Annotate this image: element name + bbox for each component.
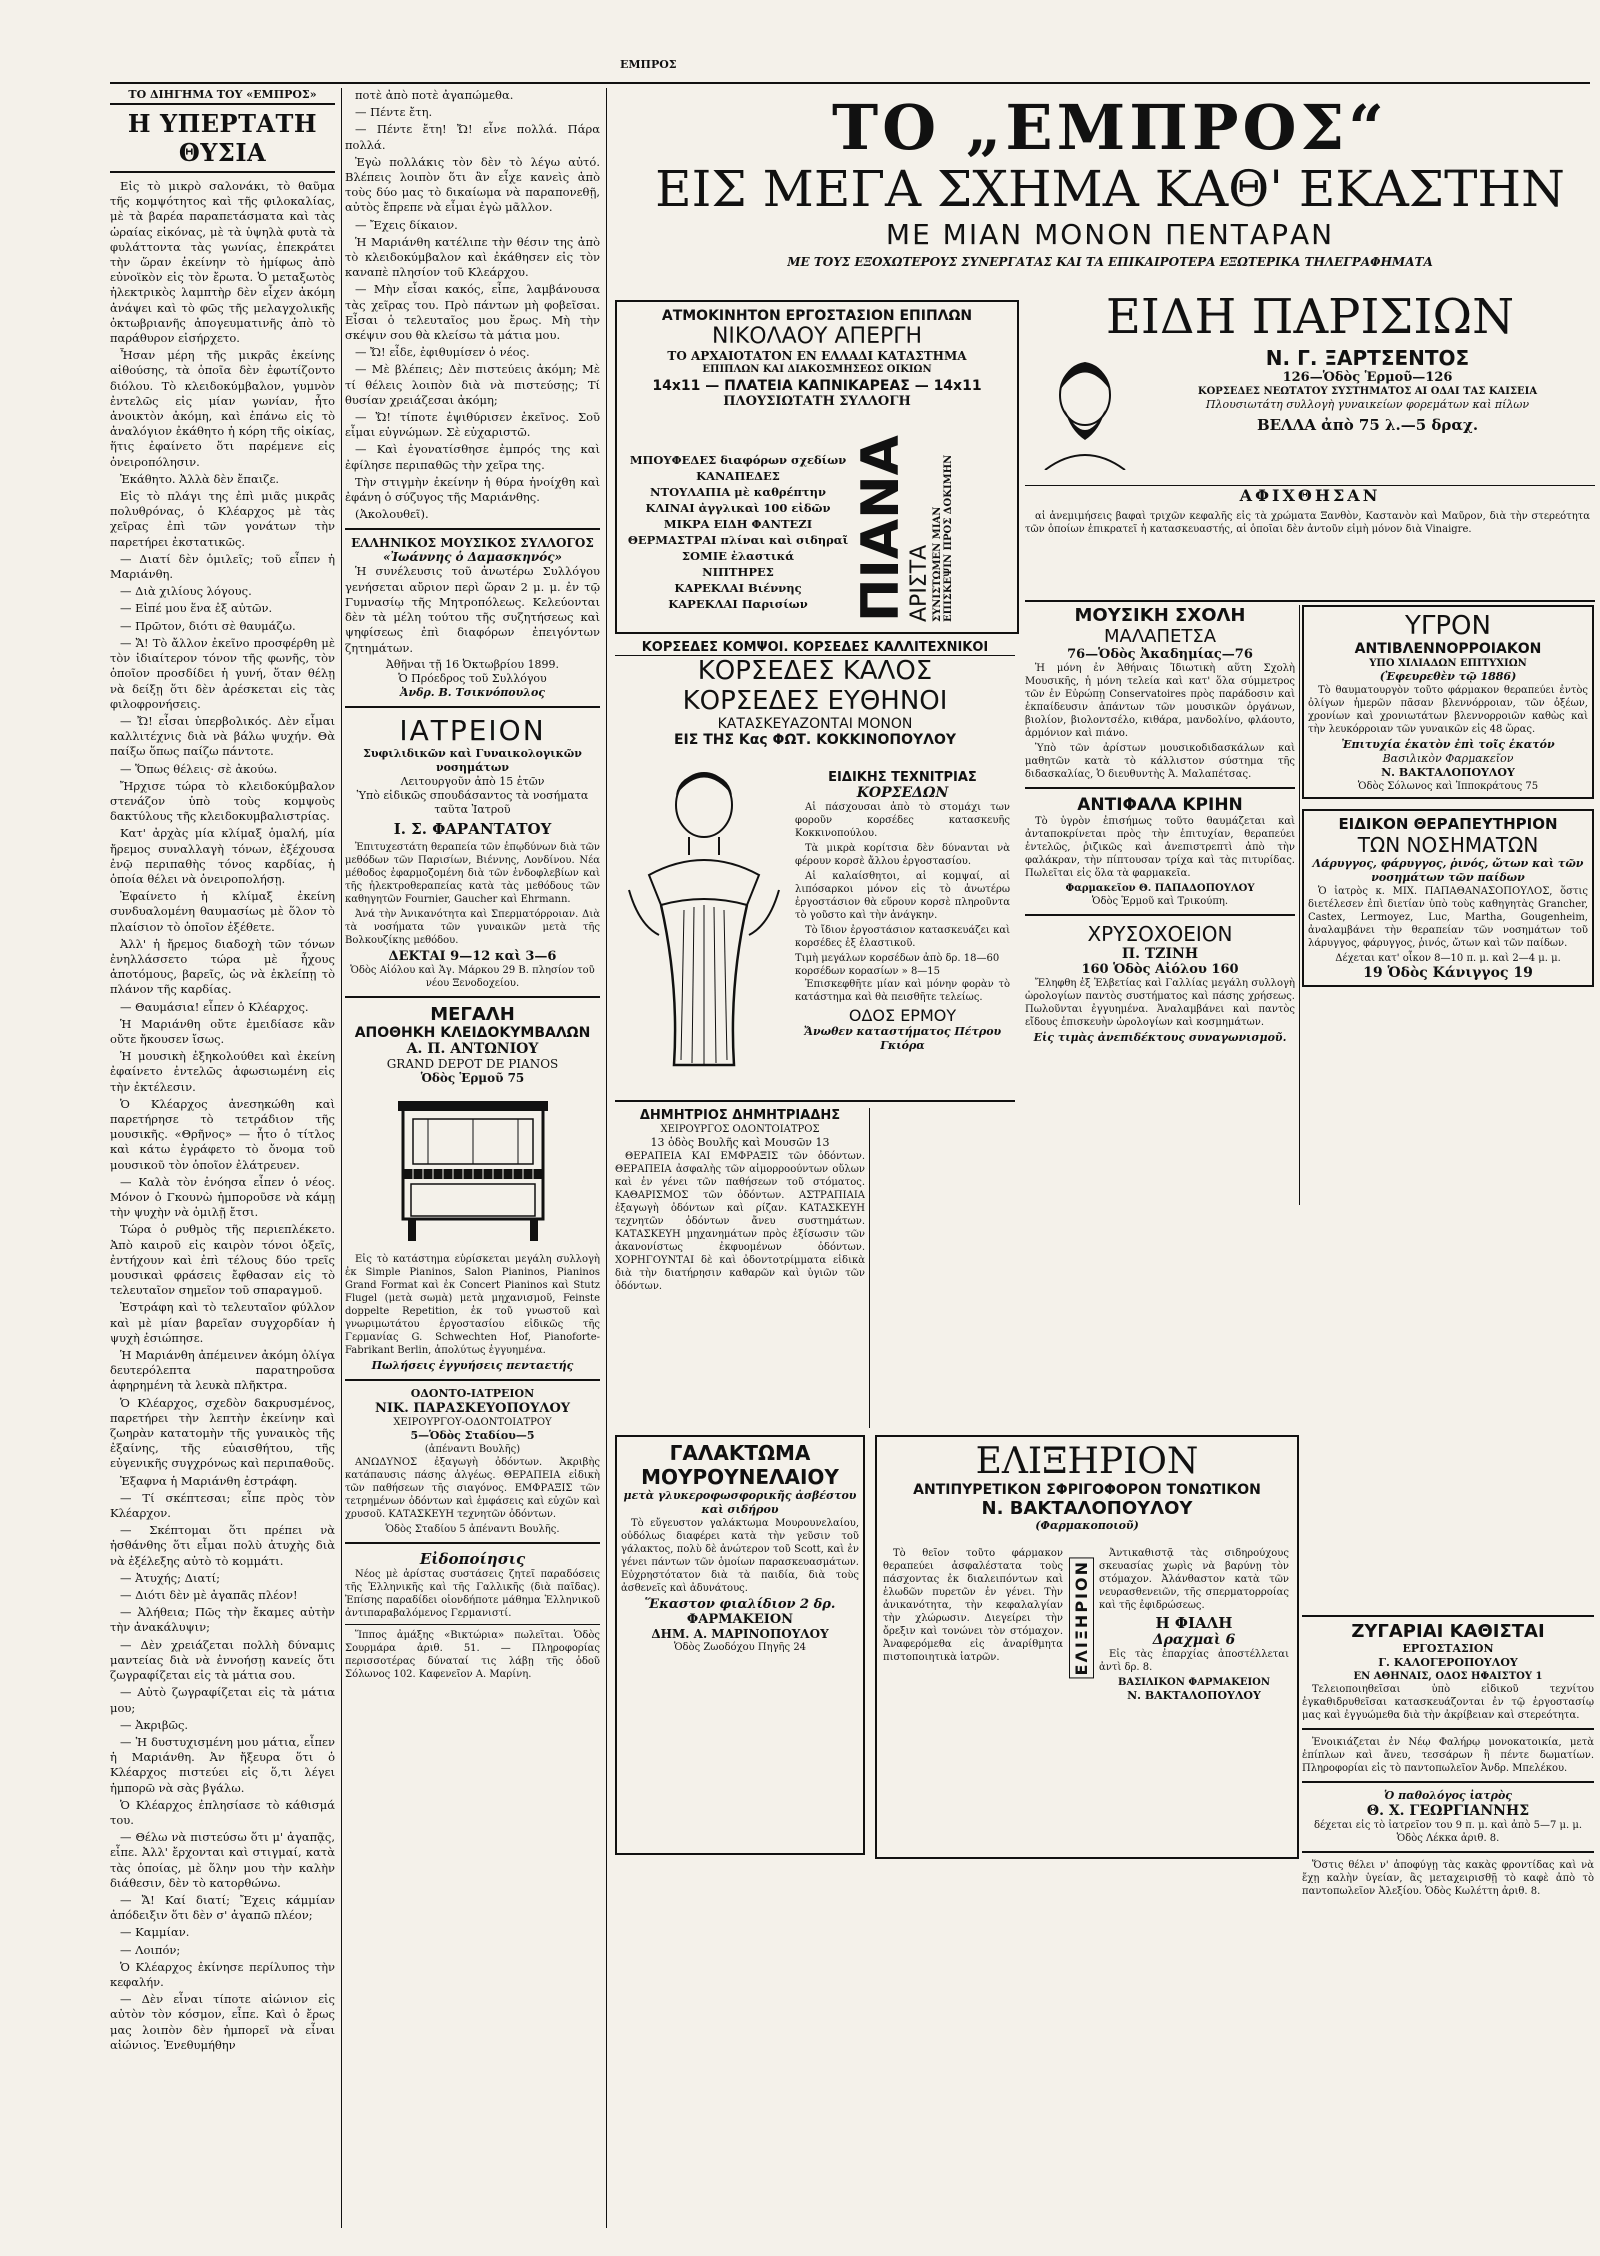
ostis-text: Ὅστις θέλει ν' ἀποφύγῃ τὰς κακὰς φροντίδας καὶ νὰ ἔχῃ καλὴν ὑγείαν, ἂς μεταχειρισθῇ τὸ καφὲ ἀπὸ τὸ παντοπωλεῖον Ἀλεξίου. Ὁδὸς Κωλέττη ἀριθ. 8. [1302,1860,1594,1897]
furniture-item: ΘΕΡΜΑΣΤΡΑΙ πλίναι καὶ σιδηραῖ [627,533,849,547]
story-paragraph: Ὁ Κλέαρχος ἐκίνησε περίλυπος τὴν κεφαλήν. [110,1959,335,1989]
story-paragraph: — Διότι δὲν μὲ ἀγαπᾶς πλέον! [120,1588,298,1603]
corset-ad [615,640,1015,1102]
furniture-ad [615,300,1019,634]
story-paragraph: — Ὤ! εἶδε, ἐφιθυμίσεν ὁ νέος. [355,345,530,360]
piano-text: Εἰς τὸ κατάστημα εὑρίσκεται μεγάλη συλλογὴ ἐκ Simple Pianinos, Salon Pianinos, Pianinos Grand Format καὶ ἐκ Concert Pianinos καὶ Stutz Flugel (μετὰ σωμὰ) μετὰ μηχανισμοῦ, Feinste doppelte Repetition, ἐκ τοῦ γνωστοῦ καὶ γνωριμωτάτου ἐργοστασίου εἰδικῶς τῆς Γερμανίας G. Schwechten Hof, Pianoforte-Fabrikant Berlin, ἀπολύτως ἐγγυημένα. [345,1253,600,1356]
music-addr: 76—Ὁδὸς Ἀκαδημίας—76 [1067,647,1253,662]
story-paragraph: Ὁ Κλέαρχος ἐπλησίασε τὸ κάθισμά του. [110,1797,335,1827]
zygaria-name: Γ. ΚΑΛΟΓΕΡΟΠΟΥΛΟΥ [1378,1656,1518,1669]
piano-title2: ΑΠΟΘΗΚΗ ΚΛΕΙΔΟΚΥΜΒΑΛΩΝ [354,1024,591,1041]
iatreion-text: Ἐπιτυχεστάτη θεραπεία τῶν ἐπῳδύνων διὰ τῶν μεθόδων τῶν Παρισίων, Βιέννης, Λονδίνου. Νέα μέθοδος ἐφαρμοζομένη διὰ τῶν ἐνδοφλεβίων καὶ τῆς ἠλεκτροθεραπείας κατὰ τὰς μεθόδους τῶν καθηγητῶν Fournier, Gaucher καὶ Ehrmann. [345,841,600,905]
furniture-title: ΑΤΜΟΚΙΝΗΤΟΝ ΕΡΓΟΣΤΑΣΙΟΝ ΕΠΙΠΛΩΝ [661,308,973,324]
story-body [110,179,335,2053]
paris-ad [1025,290,1595,602]
eidopoiisis-horse: Ἵππος ἀμάξης «Βικτώρια» πωλεῖται. Ὁδὸς Σουρμάρα ἀριθ. 51. — Πληροφορίας περισσοτέρας δύναταί τις λάβῃ τῆς ὁδοῦ Σόλωνος 102. Καφενεῖον Α. Μαρίνη. [345,1629,600,1680]
furniture-addr: 14x11 — ΠΛΑΤΕΙΑ ΚΑΠΝΙΚΑΡΕΑΣ — 14x11 [652,378,982,394]
story-paragraph: — Καὶ ἐγονατίσθησε ἐμπρός της καὶ ἐφίλησε περιπαθῶς τὴν χεῖρα της. [345,442,600,472]
ygron-epit: Ἐπιτυχία ἑκατὸν ἐπὶ τοῖς ἑκατόν [1341,738,1555,751]
furniture-item: ΜΙΚΡΑ ΕΙΔΗ ΦΑΝΤΕΖΙ [663,517,813,531]
story-paragraph: Τώρα ὁ ρυθμὸς τῆς περιεπλέκετο. Ἀπὸ καιροῦ εἰς καιρὸν τόνοι ὀξεῖς, ἐντήχουν καὶ ἐπὶ τέλους δύο τρεῖς μουσικαὶ φράσεις ἔφθασαν εἰς τὸ τελευταῖον σημεῖον τοῦ σπαραγμοῦ. [110,1222,335,1298]
furniture-item: ΚΛΙΝΑΙ ἀγγλικαὶ 100 εἰδῶν [645,501,831,515]
portrait-illustration [1035,350,1135,470]
furniture-item: ΚΑΝΑΠΕΔΕΣ [696,469,780,483]
galaktoma-sub: μετὰ γλυκεροφωσφορικῆς ἀσβέστου καὶ σιδήρου [623,1489,857,1516]
dimitriadis-ad [615,1108,870,1428]
dentist-text: ΑΝΩΔΥΝΟΣ ἐξαγωγὴ ὀδόντων. Ἀκριβὴς κατάπαυσις πάσης ἀλγέως. ΘΕΡΑΠΕΙΑ εἰδικὴ τῶν παθήσεων τῆς σιαγόνος. ΕΜΦΡΑΞΙΣ τῶν τετρημένων ὀδόντων καὶ ἐμφάσεις καὶ εὐχῶν καὶ χρυσοῦ. ΚΑΤΑΣΚΕΥΗ τεχνητῶν ὀδόντων. [345,1456,600,1520]
corset-price1: Τιμὴ μεγάλων κορσέδων ἀπὸ δρ. 18—60 [795,953,1000,964]
corset-street2: Ἄνωθεν καταστήματος Πέτρου Γκιόρα [803,1025,1002,1052]
ygron-text: Τὸ θαυματουργὸν τοῦτο φάρμακον θεραπεύει ἐντὸς ὀλίγων ἡμερῶν πᾶσαν βλεννόρροιαν, τῶν ὀξέων, χρονίων καὶ χρονιωτάτων βλεννορροιῶν καθὼς καὶ τὴν λευκόρροιαν τῶν γυναικῶν εἰς 48 ὥρας. [1308,685,1588,735]
story-paragraph: — Σκέπτομαι ὅτι πρέπει νὰ ἠσθάνθης ὅτι εἶμαι πολὺ ἀτυχὴς διὰ νὰ ἐξέλεξης αὐτὸ τὸ κομμάτι. [110,1523,335,1568]
antifala-seller: Φαρμακεῖον Θ. ΠΑΠΑΔΟΠΟΥΛΟΥ [1065,883,1255,894]
antifala-ad [1025,795,1295,908]
syllogos-ad [345,536,600,699]
syllogos-text: Ἡ συνέλευσις τοῦ ἀνωτέρω Συλλόγου γενήσεται αὔριον περὶ ὥραν 2 μ. μ. ἐν τῷ Γυμνασίῳ τῆς Μητροπόλεως. Κελεύονται δὲν τὰ μέλη τούτου τῆς συζητήσεως καὶ ψηφίσεως ἐπὶ διαφόρων ἐπειγόντων ζητημάτων. [345,564,600,655]
elixir-left-text: Τὸ θεῖον τοῦτο φάρμακον θεραπεύει ἀσφαλέστατα τοὺς πάσχοντας ἐκ διαλειπόντων καὶ ἑλωδῶν πυρετῶν ἐν γένει. Τὴν ἀνικανότητα, τὴν κεφαλαλγίαν τὴν χλώρωσιν. Διεγείρει τὴν ὄρεξιν καὶ τονώνει τὸν στόμαχον. Ἀναφερόμεθα εἰς ἀναρίθμητα πιστοποιητικὰ ἰατρῶν. [883,1548,1063,1663]
galaktoma-text: Τὸ εὔγευστον γαλάκτωμα Μουρουνελαίου, οὐδόλως διαφέρει κατὰ τὴν γεῦσιν τοῦ γάλακτος, πολὺ δὲ ἀνώτερον τοῦ Scott, καὶ ἐν γένει πάντων τῶν ὁμοίων παρασκευασμάτων. Εὐχρηστότατον διὰ τὰ παιδία, διὰ τοὺς ἀσθενεῖς καὶ ἀδυνάτους. [621,1518,859,1594]
story-paragraph: ποτὲ ἀπὸ ποτὲ ἀγαπώμεθα. [355,88,514,102]
story-paragraph: Ἡ Μαριάνθη κατέλιπε τὴν θέσιν της ἀπὸ τὸ κλειδοκύμβαλον καὶ ἐκάθησεν εἰς τὸν καναπὲ πλησίον τοῦ Κλεάρχου. [345,234,600,280]
story-paragraph: Ἐγὼ πολλάκις τὸν δὲν τὸ λέγω αὐτό. Βλέπεις λοιπὸν ὅτι ἂν εἶχε κανεὶς ἀπὸ τοὺς δύο μας τὸ δικαίωμα νὰ παραπονεθῇ, αὐτὸς ἔπρεπε νὰ εἶμαι ἐγὼ μᾶλλον. [345,154,600,215]
corset-line3: ΚΟΡΣΕΔΕΣ ΕΥΘΗΝΟΙ [682,686,948,716]
ygron-seller: Βασιλικὸν Φαρμακεῖον [1382,752,1514,765]
therapeuterion-hours: Δέχεται κατ' οἶκον 8—10 π. μ. καὶ 2—4 μ. μ. [1335,953,1561,964]
syllogos-name: Ἀνδρ. Β. Τσικνόπουλος [399,685,546,699]
story-paragraph: — Ἀκριβῶς. [120,1717,189,1732]
corset-street: ΟΔΟΣ ΕΡΜΟΥ [848,1006,957,1025]
iatreion-line1: Συφιλιδικῶν καὶ Γυναικολογικῶν νοσημάτων [363,746,582,774]
furniture-item: ΝΤΟΥΛΑΠΙΑ μὲ καθρέπτην [650,485,826,499]
piano-title1: ΜΕΓΑΛΗ [430,1003,515,1025]
story-paragraph: — Δὲν εἶναι τίποτε αἰώνιον εἰς αὐτὸν τὸν κόσμον, εἶπε. Καὶ ὁ ἔρως μας λοιπὸν δὲν ἠμπορεῖ νὰ εἶναι αἰώνιος. Ἐνεθυμήθην [110,1992,335,2052]
elixir-text3: Εἰς τὰς ἐπαρχίας ἀποστέλλεται ἀντὶ δρ. 8. [1099,1649,1289,1673]
dentist-name: ΝΙΚ. ΠΑΡΑΣΚΕΥΟΠΟΥΛΟΥ [374,1400,571,1416]
column-2 [345,88,607,2228]
paris-text2: αἱ ἀνεμιμήσεις βαφαὶ τριχῶν κεφαλῆς εἰς τὰ χρώματα Ξανθὸν, Καστανὸν καὶ Μαῦρον, διὰ τὴν στερεότητα τῶν ὁποίων ἐπικρατεῖ ἡ κατασκευαστής, αἱ ὁποῖαι δὲν ἀντοῦν εἰμὴ μόνον διὰ Vinaigre. [1025,511,1590,535]
chrysoxoeion-name: Π. ΤΖΙΝΗ [1121,946,1199,962]
eidopoiisis-text: Νέος μὲ ἀρίστας συστάσεις ζητεῖ παραδόσεις τῆς Ἑλληνικῆς καὶ τῆς Γαλλικῆς (διὰ παῖδας). Ἐπίσης παραδίδει οἰονδήποτε μάθημα Ἑλληνικοῦ ἀντιπαραβαλόμενος Γερμανιστί. [345,1568,600,1619]
story-paragraph: — Ἄ! Τὸ ἄλλον ἐκεῖνο προσφέρθη μὲ τὸν ἰδιαίτερον τόνον τῆς φωνῆς, τὸν ὁποῖον προσδίδει ἡ γυνή, ὅταν θέλῃ νὰ δείξῃ ὅτι δὲν ἀρέσκεται εἰς τὰς φιλοφρονήσεις. [110,635,335,711]
pathologos-name: Θ. Χ. ΓΕΩΡΓΙΑΝΝΗΣ [1366,1803,1530,1819]
furniture-sub: ΤΟ ΑΡΧΑΙΟΤΑΤΟΝ ΕΝ ΕΛΛΑΔΙ ΚΑΤΑΣΤΗΜΑ [667,349,967,363]
story-headline: Η ΥΠΕΡΤΑΤΗ ΘΥΣΙΑ [110,109,335,173]
story-paragraph: — Πέντε ἔτη! Ὤ! εἶνε πολλά. Πάρα πολλά. [345,122,600,152]
piano-street: Ὁδὸς Ἑρμοῦ 75 [420,1070,525,1085]
paris-title: ΕΙΔΗ ΠΑΡΙΣΙΩΝ [1105,290,1515,345]
furniture-item: ΣΟΜΙΕ ἐλαστικά [681,549,795,563]
column-1 [110,88,342,2228]
story-paragraph: Ἦσαν μέρη τῆς μικρᾶς ἐκείνης αἰθούσης, τὰ ὁποῖα δὲν ἐφωτίζοντο διόλου. Τὸ κλειδοκύμβαλον, γυμνὸν ἐντελῶς εἰς μίαν γωνίαν, ἦτο ἀνοικτὸν ἀκόμη, καὶ ἐπάνω εἰς τὸ ἀναλόγιον ἐκάθητο ἡ κόρη τῆς οἰκίας, ἥτις ἐφαίνετο ὅτι παρέμενε εἰς ὀνειροπόλησιν. [110,348,335,469]
chrysoxoeion-title: ΧΡΥΣΟΧΟΕΙΟΝ [1087,922,1233,946]
story-paragraph: Ἡ μουσικὴ ἐξηκολούθει καὶ ἐκείνη ἐφαίνετο ἐντελῶς ἀφωσιωμένη εἰς τὴν ἐκτέλεσιν. [110,1049,335,1094]
story-paragraph: (Ἀκολουθεῖ). [355,507,429,522]
story-paragraph: Ὁ Κλέαρχος, σχεδὸν δακρυσμένος, παρετήρει τὴν λεπτὴν ἐκείνην καὶ ζωηρὰν κατατομὴν τῆς γυναικὸς τῆς ἐξαίνης, τῆς εὐαισθήτου, τῆς εὐγενικῆς συγχρόνως καὶ περιπαθοῦς. [110,1395,335,1471]
corset-text3: Αἱ καλαίσθητοι, αἱ κομψαί, αἱ λιπόσαρκοι μόνον εἰς τὸ ἀνωτέρω ἐργοστάσιον θὰ εὕρουν κορσὲ πληροῦντα τὸ γοῦστο καὶ τὴν ἀνάγκην. [795,871,1010,921]
antifala-text: Τὸ ὑγρὸν ἐπισήμως τοῦτο θαυμάζεται καὶ ἀνταποκρίνεται πρὸς τὴν ἐπιτυχίαν, θεραπεύει ἐντελῶς, ῥιζικῶς καὶ ἀνεπιστρεπτὶ ἀπὸ τὴν φαλάκραν, τὴν πίπτουσαν τρίχα καὶ τὰς πιτυρίδας. Πωλεῖται εἰς ὅλα τὰ φαρμακεῖα. [1025,816,1295,879]
pathologos-title: Ὁ παθολόγος ἰατρὸς [1383,1789,1512,1802]
syllogos-title: ΕΛΛΗΝΙΚΟΣ ΜΟΥΣΙΚΟΣ ΣΥΛΛΟΓΟΣ [351,536,594,551]
story-paragraph: Ἡ Μαριάνθη οὔτε ἐμειδίασε κἂν οὔτε ἤκουσεν ἴσως. [110,1016,335,1046]
pathologos-text: δέχεται εἰς τὸ ἰατρεῖον του 9 π. μ. καὶ ἀπὸ 5—7 μ. μ. [1313,1820,1583,1831]
therapeuterion-title: ΕΙΔΙΚΟΝ ΘΕΡΑΠΕΥΤΗΡΙΟΝ [1338,815,1558,833]
corset-eidikis: ΕΙΔΙΚΗΣ ΤΕΧΝΙΤΡΙΑΣ [828,770,977,785]
dentist-role: ΧΕΙΡΟΥΡΓΟΥ-ΟΔΟΝΤΟΙΑΤΡΟΥ [393,1416,552,1428]
corset-line4: ΚΑΤΑΣΚΕΥΑΖΟΝΤΑΙ ΜΟΝΟΝ [717,716,913,732]
corset-illustration [619,765,789,1085]
iatreion-name: Ι. Σ. ΦΑΡΑΝΤΑΤΟΥ [393,819,552,838]
paris-price: ΒΕΛΛΑ ἀπὸ 75 λ.—5 δραχ. [1256,416,1479,434]
elixir-seller-name: Ν. ΒΑΚΤΑΛΟΠΟΥΛΟΥ [1127,1689,1261,1702]
elixir-name: Ν. ΒΑΚΤΑΛΟΠΟΥΛΟΥ [981,1498,1193,1519]
dentist-ad [345,1387,600,1536]
story-paragraph: — Ἀλήθεια; Πῶς τὴν ἔκαμες αὐτὴν τὴν ἀνακάλυψιν; [110,1605,335,1635]
story-paragraph: Κατ' ἀρχὰς μία κλίμαξ ὁμαλή, μία ἤρεμος συναλλαγὴ τόνων, ἐξέχουσα ἐνῷ περιπαθὴς τόνος καρδίας, ἡ ὁποία θέλει νὰ ὀνειροπολήσῃ. [110,826,335,886]
story-paragraph: — Καμμίαν. [120,1925,190,1940]
corset-line5: ΕΙΣ ΤΗΣ Κας ΦΩΤ. ΚΟΚΚΙΝΟΠΟΥΛΟΥ [673,732,956,748]
elixir-price: Δραχμαὶ 6 [1152,1632,1236,1648]
zygaria-ad [1302,1615,1594,1722]
music-ad [1025,605,1300,1205]
corset-text1: Αἱ πάσχουσαι ἀπὸ τὸ στομάχι των φοροῦν κορσέδες κατασκευῆς Κοκκινοπούλου. [795,802,1010,839]
story-paragraph: — Μὴν εἶσαι κακός, εἶπε, λαμβάνουσα τὰς χεῖρας του. Πρὸ πάντων μὴ φοβεῖσαι. Εἶσαι ὁ τελευταῖος μου ἔρως. Μὴ τὴν σκέψιν σου θὰ κλείσω τὰ μάτια μου. [345,282,600,343]
dimitriadis-name: ΔΗΜΗΤΡΙΟΣ ΔΗΜΗΤΡΙΑΔΗΣ [639,1108,841,1123]
paris-sub: ΚΟΡΣΕΔΕΣ ΝΕΩΤΑΤΟΥ ΣΥΣΤΗΜΑΤΟΣ ΑΙ ΟΔΑΙ ΤΑΣ ΚΑΙΣΕΙΑ [1197,386,1538,397]
piano-name: Α. Π. ΑΝΤΩΝΙΟΥ [406,1040,539,1057]
galaktoma-title: ΓΑΛΑΚΤΩΜΑ ΜΟΥΡΟΥΝΕΛΑΙΟΥ [641,1441,839,1489]
furniture-items [623,452,853,612]
story-paragraph: Ἐκάθητο. Ἀλλὰ δὲν ἔπαιζε. [120,471,280,486]
corset-line2: ΚΟΡΣΕΔΕΣ ΚΑΛΟΣ [697,656,933,686]
story-paragraph: Ἐστράφη καὶ τὸ τελευταῖον φύλλον καὶ μὲ μίαν βαρεῖαν συγχορδίαν ἡ ψυχὴ ἐσιώπησε. [110,1300,335,1345]
story-paragraph: — Διὰ χιλίους λόγους. [120,584,252,599]
story-paragraph: — Δὲν χρειάζεται πολλὴ δύναμις μαντείας διὰ νὰ ἐννοήσῃ κανείς ὅτι ζωγραφίζεται εἰς τὰ μάτια σου. [110,1637,335,1683]
story-paragraph: — Εἰπέ μου ἕνα ἐξ αὐτῶν. [120,601,273,616]
elixir-title: ΕΛΙΞΗΡΙΟΝ [975,1441,1199,1482]
story-paragraph: — Ὅπως θέλεις· σὲ ἀκούω. [120,761,278,776]
corset-top: ΚΟΡΣΕΔΕΣ ΚΟΜΨΟΙ. ΚΟΡΣΕΔΕΣ ΚΑΛΛΙΤΕΧΝΙΚΟΙ [615,640,1015,656]
galaktoma-addr: Ὁδὸς Ζωοδόχου Πηγῆς 24 [673,1642,807,1653]
story-paragraph: Ὁ Κλέαρχος ἀνεσηκώθη καὶ παρετήρησε τὸ τετράδιον τῆς μουσικῆς. «Θρῆνος» — ἦτο ὁ τίτλος καὶ κάτω ἐγράφετο τὸ ὄνομα τοῦ μουσικοῦ τὸν ὁποῖον ἐλάτρευεν. [110,1096,335,1172]
iatreion-title: ΙΑΤΡΕΙΟΝ [399,713,546,747]
galaktoma-ad [615,1435,865,1855]
ygron-addr: Ὁδὸς Σόλωνος καὶ Ἱπποκράτους 75 [1357,781,1539,792]
top-strip [110,52,1590,84]
music-title: ΜΟΥΣΙΚΗ ΣΧΟΛΗ [1074,605,1246,626]
zygaria-title: ΖΥΓΑΡΙΑΙ ΚΑΘΙΣΤΑΙ [1351,1621,1545,1642]
chrysoxoeion-tail: Εἰς τιμὰς ἀνεπιδέκτους συναγωνισμοῦ. [1033,1031,1287,1044]
zygaria-sub: ΕΡΓΟΣΤΑΣΙΟΝ [1402,1642,1494,1655]
elixir-ad [875,1435,1299,1859]
masthead-tagline: ΜΕ ΤΟΥΣ ΕΞΟΧΩΤΕΡΟΥΣ ΣΥΝΕΡΓΑΤΑΣ ΚΑΙ ΤΑ ΕΠΙΚΑΙΡΟΤΕΡΑ ΕΞΩΤΕΡΙΚΑ ΤΗΛΕΓΡΑΦΗΜΑΤΑ [787,255,1433,269]
masthead-subtitle: ΕΙΣ ΜΕΓΑ ΣΧΗΜΑ ΚΑΘ' ΕΚΑΣΤΗΝ [655,160,1565,218]
furniture-item: ΜΠΟΥΦΕΔΕΣ διαφόρων σχεδίων [629,453,847,467]
story-kicker: ΤΟ ΔΙΗΓΗΜΑ ΤΟΥ «ΕΜΠΡΟΣ» [110,88,335,105]
iatreion-ad [345,714,600,990]
syllogos-signoff: Ὁ Πρόεδρος τοῦ Συλλόγου [398,671,547,685]
dimitriadis-addr: 13 ὁδὸς Βουλῆς καὶ Μουσῶν 13 [650,1136,830,1149]
iatreion-line2: Λειτουργοῦν ἀπὸ 15 ἐτῶν [400,774,545,788]
furniture-item: ΝΙΠΤΗΡΕΣ [702,565,774,579]
music-text: Ἡ μόνη ἐν Ἀθήναις Ἰδιωτικὴ αὕτη Σχολὴ Μουσικῆς, ἡ μόνη τελεία καὶ κατ' ὅλα σύμμετρος τῶν ἐν Εὐρώπῃ Conservatoires πρὸς παράδοσιν καὶ ἐκπαίδευσιν ἁπάντων τῶν μουσικῶν ὀργάνων, βιολίον, βιολοντσέλο, κιθάρα, μανδολίνο, φλάουτο, ἁρμόνιον καὶ πιάνο. [1025,663,1295,739]
zygaria-addr: ΕΝ ΑΘΗΝΑΙΣ, ΟΔΟΣ ΗΦΑΙΣΤΟΥ 1 [1353,1671,1543,1682]
story-paragraph: — Μὲ βλέπεις; Δὲν πιστεύεις ἀκόμη; Μὲ τί θέλεις λοιπὸν διὰ νὰ πιστεύσῃς; Τί θυσίαν χρειάζεσαι ἀκόμη; [345,362,600,407]
furniture-item: ΚΑΡΕΚΛΑΙ Βιέννης [674,581,802,595]
corset-text4: Τὸ ἴδιον ἐργοστάσιον κατασκευάζει καὶ κορσέδες ἐξ ἐλαστικοῦ. [795,925,1010,949]
corset-price2: κορσέδων κορασίων » 8—15 [795,966,941,977]
eidopoiisis-title: Εἰδοποίησις [419,1549,526,1568]
furniture-sub2: ΕΠΙΠΛΩΝ ΚΑΙ ΔΙΑΚΟΣΜΗΣΕΩΣ ΟΙΚΙΩΝ [702,364,932,375]
story-paragraph: — Λοιπόν; [120,1942,181,1957]
ygron-sub2: ΥΠΟ ΧΙΛΙΑΔΩΝ ΕΠΙΤΥΧΙΩΝ [1369,658,1527,669]
iatreion-address: Ὁδὸς Αἰόλου καὶ Ἁγ. Μάρκου 29 Β. πλησίον τοῦ νέου Ξενοδοχείου. [350,964,595,989]
dentist-kicker: ΟΔΟΝΤΟ-ΙΑΤΡΕΙΟΝ [410,1386,535,1400]
strip-left-text: ΕΜΠΡΟΣ [620,58,677,71]
story-paragraph: — Ὤ! εἶσαι ὑπερβολικός. Δὲν εἶμαι καλλιτέχνις διὰ νὰ βάλω ψυχήν. Θὰ παίξω ὅπως παίζω πάντοτε. [110,713,335,759]
bottom-right-ads [1302,1615,1594,2225]
furniture-arista: ΑΡΙΣΤΑ [907,544,932,622]
enoikiazetai-text: Ἐνοικιάζεται ἐν Νέῳ Φαλήρῳ μονοκατοικία, μετὰ ἐπίπλων καὶ ἄνευ, τεσσάρων ἢ πέντε δωματίων. Πληροφορίαι εἰς τὸ παντοπωλεῖον Ἀνδρ. Μπελέκου. [1302,1737,1594,1774]
galaktoma-pharm-name: ΔΗΜ. Α. ΜΑΡΙΝΟΠΟΥΛΟΥ [651,1627,829,1641]
story-paragraph: Ἐφαίνετο ἡ κλίμαξ ἐκείνη συνδυαλομένη θαυμασίως μὲ ὅλον τὸ πλαίσιον τὸ ὁποῖον ἐξέθετε. [110,889,335,934]
furniture-piana: ΠΙΑΝΑ [851,435,911,622]
syllogos-subtitle: «Ἰωάννης ὁ Δαμασκηνός» [382,550,562,565]
story-paragraph: — Ἀτυχής; Διατί; [120,1570,220,1585]
elixir-vertical: ΕΛΙΞΗΡΙΟΝ [1069,1557,1094,1678]
dentist-street: 5—Ὁδὸς Σταδίου—5 [410,1428,535,1442]
piano-footer: Πωλήσεις ἐγγυήσεις πενταετής [371,1358,574,1372]
masthead-title: ΤΟ „ΕΜΠΡΟΣ“ [832,91,1388,164]
masthead [620,91,1600,271]
corset-text5: Ἐπισκεφθῆτε μίαν καὶ μόνην φορὰν τὸ κατάστημα καὶ θὰ πεισθῆτε τελείως. [795,979,1010,1003]
paris-name: Ν. Γ. ΞΑΡΤΣΕΝΤΟΣ [1265,346,1470,370]
iatreion-text2: Ἀνά τὴν Ἀνικανότητα καὶ Σπερματόρροιαν. Διὰ τὰ νοσήματα τῶν γυναικῶν μετὰ τῆς Βολκουζίκης μεθόδου. [345,908,600,946]
piano-illustration [383,1089,563,1249]
masthead-price: ΜΕ ΜΙΑΝ ΜΟΝΟΝ ΠΕΝΤΑΡΑΝ [885,218,1335,251]
music-text2: Ὑπὸ τῶν ἀρίστων μουσικοδιδασκάλων καὶ μαθητῶν κατὰ τὸ κάλλιστον σύστημα τῆς διδασκαλίας, Ὁ διευθυντὴς Ἀ. Μαλαπέτσας. [1025,743,1295,780]
story-paragraph: Ἀλλ' ἡ ἤρεμος διαδοχὴ τῶν τόνων ἐνηλλάσσετο τώρα μὲ ἦχους ἀποτόμους, βαρεῖς, ὡς νὰ ἐκλείπῃ τὸ πλάνον τῆς καρδίας. [110,936,335,997]
galaktoma-pharm: ΦΑΡΜΑΚΕΙΟΝ [686,1612,794,1627]
chrysoxoeion-addr: 160 Ὁδὸς Αἰόλου 160 [1081,962,1239,977]
story-paragraph: — Καλὰ τὸν ἐνόησα εἶπεν ὁ νέος. Μόνον ὁ Γκουνὼ ἠμποροῦσε νὰ κάμῃ τὴν ψυχὴν νὰ ὁμιλῇ ἔτσι. [110,1174,335,1220]
story-paragraph: — Πέντε ἔτη. [355,105,433,120]
story-paragraph: — Θέλω νὰ πιστεύσω ὅτι μ' ἀγαπᾷς, εἶπε. Ἀλλ' ἔρχονται καὶ στιγμαί, κατὰ τὰς ὁποίας, μὲ ὅλην μου τὴν καλὴν διάθεσιν, δὲν τὸ κατορθώνω. [110,1830,335,1890]
galaktoma-price: Ἕκαστον φιαλίδιον 2 δρ. [644,1597,836,1612]
elixir-bottle: Η ΦΙΑΛΗ [1155,1614,1233,1632]
elixir-seller: ΒΑΣΙΛΙΚΟΝ ΦΑΡΜΑΚΕΙΟΝ [1117,1677,1271,1688]
dimitriadis-text: ΘΕΡΑΠΕΙΑ ΚΑΙ ΕΜΦΡΑΞΙΣ τῶν ὀδόντων. ΘΕΡΑΠΕΙΑ ἀσφαλὴς τῶν αἱμορροούντων οὔλων καὶ ἐν γένει τῶν παθήσεων τοῦ στόματος. ΚΑΘΑΡΙΣΜΟΣ τῶν ὀδόντων. ΑΣΤΡΑΠΙΑΙΑ ἐξαγωγὴ ὀδόντων καὶ ρίζαν. ΚΑΤΑΣΚΕΥΗ τεχνητῶν ὀδόντων ἄνευ συστημάτων. ΚΑΤΑΣΚΕΥΗ μηχανημάτων πρὸς ἐξίσωσιν τῶν ἀκανονίστως ἐκφυομένων ὀδόντων. ΧΟΡΗΓΟΥΝΤΑΙ δὲ καὶ ὀδοντοτρίμματα εἰδικὰ διὰ τὴν διατήρησιν καθαρῶν καὶ ὑγιῶν τῶν ὀδόντων. [615,1151,865,1292]
music-name: ΜΑΛΑΠΕΤΣΑ [1103,626,1217,647]
therapeuterion-addr: 19 Ὁδὸς Κάνιγγος 19 [1363,965,1533,981]
dentist-note: (ἀπέναντι Βουλῆς) [424,1443,521,1455]
corset-text2: Τὰ μικρὰ κορίτσια δὲν δύνανται νὰ φέρουν κορσὲ ἄλλου ἐργοστασίου. [795,843,1010,867]
iatreion-line3: Ὑπὸ εἰδικῶς σπουδάσαντος τὰ νοσήματα ταῦτα Ἰατροῦ [356,788,589,816]
story-paragraph: — Πρῶτον, διότι σὲ θαυμάζω. [120,618,296,633]
story-paragraph: — Θαυμάσια! εἶπεν ὁ Κλέαρχος. [120,999,309,1014]
story-paragraph: Ἤρχισε τώρα τὸ κλειδοκύμβαλον στενάζον ὑπὸ τοὺς κομψοὺς δακτύλους τῆς κλειδοκυμβαλιστρίας. [110,778,335,824]
story-paragraph: — Ὤ! τίποτε ἐψιθύρισεν ἐκεῖνος. Σοῦ εἶμαι εὐγνώμων. Σὲ εὐχαριστῶ. [345,410,600,440]
elixir-role: (Φαρμακοποιοῦ) [1035,1519,1139,1532]
therapeuterion-sub: ΤΩΝ ΝΟΣΗΜΑΤΩΝ [1357,833,1539,857]
pathologos-addr: Ὁδὸς Λέκκα ἀριθ. 8. [1396,1833,1500,1844]
therapeuterion-sub2: Λάρυγγος, φάρυγγος, ῥινός, ὤτων καὶ τῶν νοσημάτων τῶν παίδων [1312,857,1584,884]
paris-addr: 126—Ὁδὸς Ἑρμοῦ—126 [1282,370,1453,385]
chrysoxoeion-ad [1025,922,1295,1045]
story-continuation [345,88,600,522]
ygron-title: ΥΓΡΟΝ [1405,611,1491,641]
elixir-right-text: Ἀντικαθιστᾷ τὰς σιδηρούχους σκευασίας χωρὶς νὰ βαρύνῃ τὸν στόμαχον. Ἀλάνθαστον κατὰ τῶν νευρασθενειῶν, τῆς σπερματορροίας καὶ τῆς ἐφιδρώσεως. [1099,1548,1289,1611]
story-paragraph: Εἰς τὸ μικρὸ σαλονάκι, τὸ θαῦμα τῆς κομψότητος καὶ τῆς φιλοκαλίας, μὲ τὰ βαρέα παραπετάσματα καὶ τὰς ὡραίας εἰκόνας, μὲ τὰ ὑψηλὰ φυτὰ τὰ φυλάττοντα τὰς γωνίας, ἐπεκράτει τὴν ὥραν ἐκείνην τὸ ἡμίφως ἀπὸ εὐνοϊκὸν εἰς τὸν ἔρωτα. Ὁ μεταξωτὸς ἠλεκτρικὸς λαμπτὴρ δὲν εἶχεν ἀκόμη ἀνάψει καὶ τὸ φῶς τῆς μελαγχολικῆς ὀκτωβριανῆς ἀπογευματινῆς ἀπὸ τὸ παράθυρον εἰσήρχετο. [110,179,335,346]
elixir-sub: ΑΝΤΙΠΥΡΕΤΙΚΟΝ ΣΦΡΙΓΟΦΟΡΟΝ ΤΟΝΩΤΙΚΟΝ [913,1482,1261,1498]
story-paragraph: Τὴν στιγμὴν ἐκείνην ἡ θύρα ἠνοίχθη καὶ ἐφάνη ὁ σύζυγος τῆς Μαριάνθης. [345,474,600,505]
eidopoiisis-ad [345,1550,600,1681]
therapeuterion-text: Ὁ ἰατρὸς κ. ΜΙΧ. ΠΑΠΑΘΑΝΑΣΟΠΟΥΛΟΣ, ὅστις διετέλεσεν ἐπὶ διετίαν ὑπὸ τοὺς καθηγητὰς Grancher, Castex, Lermoyez, Luc, Martha, Gougenheim, ἀναλαμβάνει τὴν θεραπείαν τῶν νοσημάτων τοῦ λάρυγγος, φάρυγγος, ῥινός, ὤτων καὶ τῶν παίδων. [1308,886,1588,949]
story-paragraph: Εἰς τὸ πλάγι της ἐπὶ μιᾶς μικρᾶς πολυθρόνας, ὁ Κλέαρχος μὲ τὰς χεῖρας ἐπὶ τῶν γονάτων τὴν παρετήρει ἐκστατικῶς. [110,489,335,549]
zygaria-text: Τελειοποιηθεῖσαι ὑπὸ εἰδικοῦ τεχνίτου ἐγκαθιδρυθεῖσαι κατασκευάζονται ἐν τῷ ἐργοστασίῳ μας καὶ ἐγγυώμεθα διὰ τὴν ἀκρίβειαν καὶ στερεότητα. [1302,1684,1594,1721]
ygron-sub: ΑΝΤΙΒΛΕΝΝΟΡΡΟΙΑΚΟΝ [1354,641,1542,657]
story-paragraph: — Τί σκέπτεσαι; εἶπε πρὸς τὸν Κλέαρχον. [110,1490,335,1521]
chrysoxoeion-text: Ἔληφθη ἐξ Ἑλβετίας καὶ Γαλλίας μεγάλη συλλογὴ ὡρολογίων παντὸς συστήματος καὶ πάσης χρήσεως. Πωλοῦνται ἐγγυημένα. Ἀναλαμβάνει καὶ παντὸς εἴδους ἐπισκευὴν ὡρολογίων καὶ κοσμημάτων. [1025,978,1295,1028]
paris-text: Πλουσιωτάτη συλλογὴ γυναικείων φορεμάτων καὶ πίλων [1205,398,1530,411]
ygron-ad [1302,605,1594,799]
furniture-name: ΝΙΚΟΛΑΟΥ ΑΠΕΡΓΗ [711,324,923,349]
antifala-title: ΑΝΤΙΦΑΛΑ ΚΡΙΗΝ [1077,795,1243,815]
furniture-vertical: ΣΥΝΙΣΤΩΜΕΝ ΜΙΑΝ ΕΠΙΣΚΕΨΙΝ ΠΡΟΣ ΔΟΚΙΜΗΝ [932,454,954,622]
furniture-item: ΚΑΡΕΚΛΑΙ Παρισίων [668,597,808,611]
furniture-plou: ΠΛΟΥΣΙΩΤΑΤΗ ΣΥΛΛΟΓΗ [723,394,911,409]
story-paragraph: Ἐξαφνα ἡ Μαριάνθη ἐστράφη. [120,1473,298,1488]
story-paragraph: — Ἡ δυστυχισμένη μου μάτια, εἶπεν ἡ Μαριάνθη. Ἀν ἤξευρα ὅτι ὁ Κλέαρχος πιστεύει εἰς ὅ,τι λέγει ἡμπορῶ νὰ σὰς βγάλω. [110,1734,335,1795]
syllogos-date: Ἀθῆναι τῇ 16 Ὀκτωβρίου 1899. [385,657,560,671]
dentist-hours: Ὁδὸς Σταδίου 5 ἀπέναντι Βουλῆς. [385,1523,560,1535]
iatreion-hours: ΔΕΚΤΑΙ 9—12 καὶ 3—6 [388,948,557,964]
piano-ad [345,1004,600,1373]
ygron-seller-name: Ν. ΒΑΚΤΑΛΟΠΟΥΛΟΥ [1381,766,1515,779]
story-paragraph: — Ἄ! Καί διατί; Ἔχεις κάμμίαν ἀπόδειξιν ὅτι δὲν σ' ἀγαπῶ πλέον; [110,1892,335,1923]
ygron-year: (Ἐφευρεθὲν τῷ 1886) [1379,670,1517,683]
story-paragraph: — Αὐτὸ ζωγραφίζεται εἰς τὰ μάτια μου; [110,1685,335,1715]
corset-korsedon: ΚΟΡΣΕΔΩΝ [856,785,949,801]
story-paragraph: — Διατί δὲν ὁμιλεῖς; τοῦ εἶπεν ἡ Μαριάνθη. [110,551,335,582]
pathologos-ad [1302,1789,1594,1845]
story-paragraph: — Ἔχεις δίκαιον. [355,217,458,232]
story-paragraph: Ἡ Μαριάνθη ἀπέμεινεν ἀκόμη ὀλίγα δευτερόλεπτα παρατηροῦσα ἀφηρημένη τὰ λευκὰ πλῆκτρα. [110,1348,335,1393]
piano-depot: GRAND DEPOT DE PIANOS [386,1056,559,1071]
therapeuterion-ad [1302,809,1594,987]
antifala-addr: Ὁδὸς Ἑρμοῦ καὶ Τρικούπη. [1091,896,1229,907]
dimitriadis-role: ΧΕΙΡΟΥΡΓΟΣ ΟΔΟΝΤΟΙΑΤΡΟΣ [660,1124,820,1135]
paris-afixthisan: ΑΦΙΧΘΗΣΑΝ [1025,485,1595,505]
